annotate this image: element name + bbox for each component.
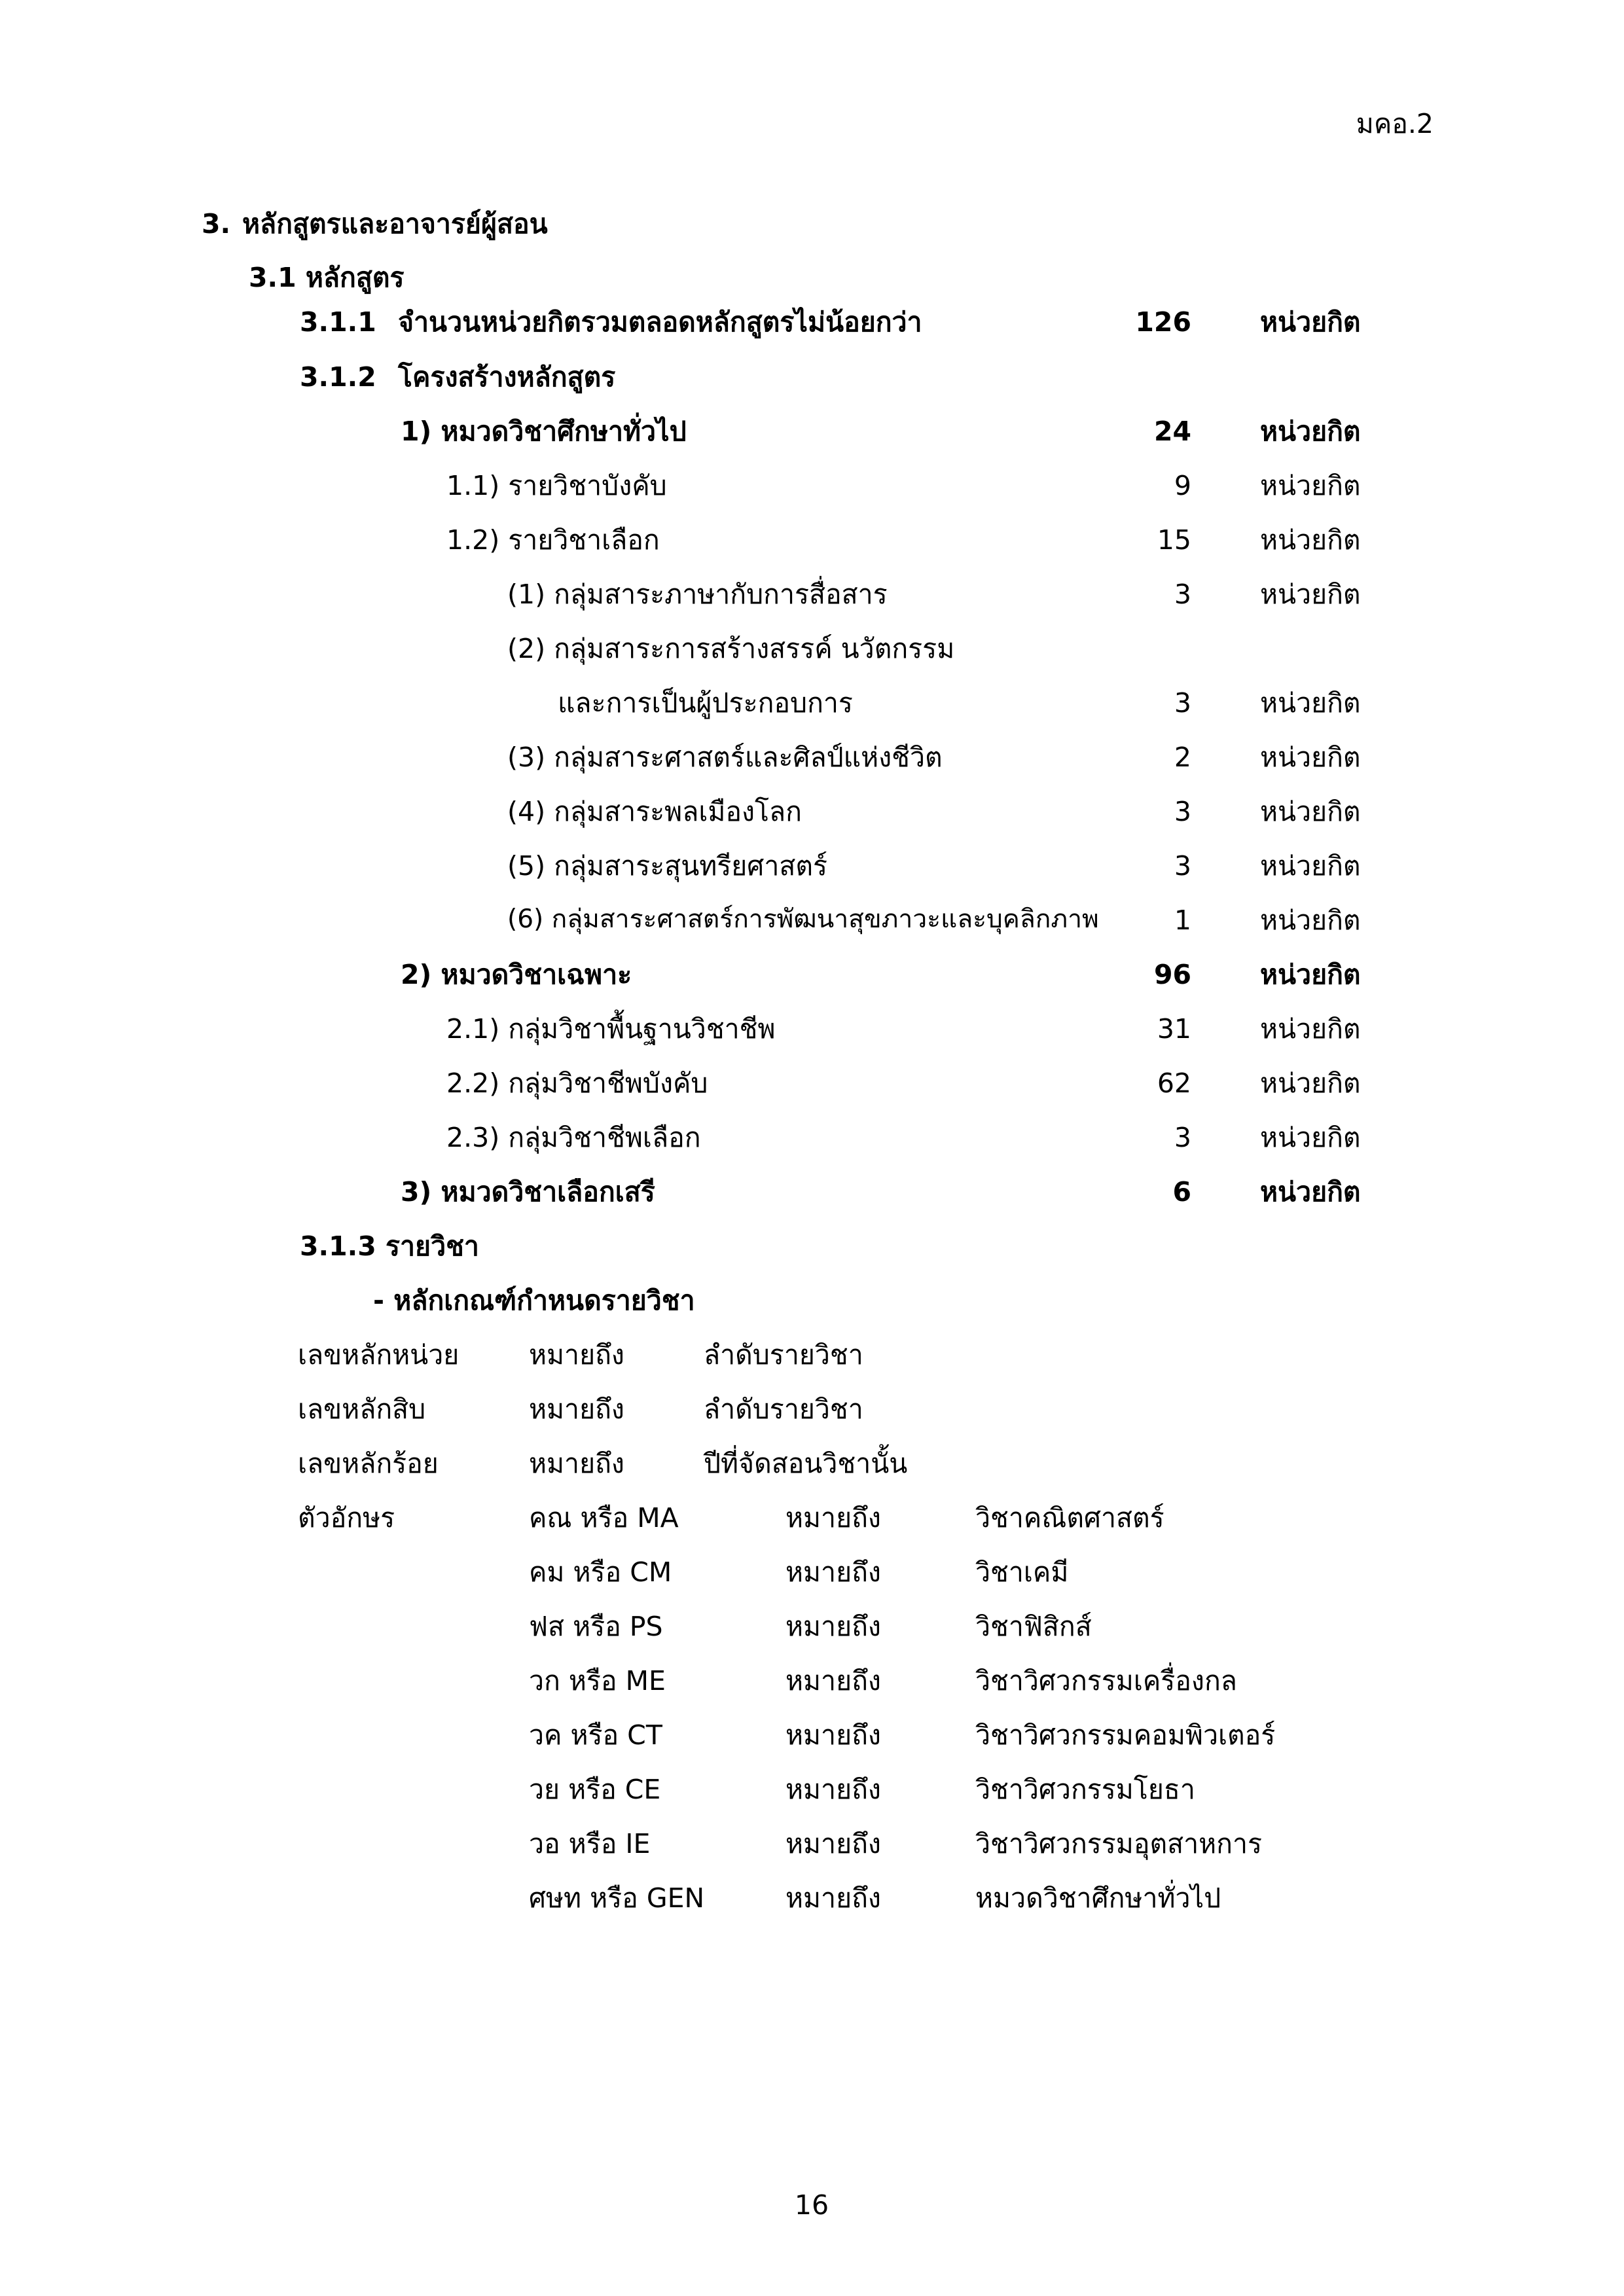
- subject-name: วิชาเคมี: [975, 1556, 1069, 1588]
- digit-name: เลขหลักหน่วย: [298, 1339, 460, 1371]
- structure-value: 2: [1174, 742, 1191, 773]
- structure-label: 1.2) รายวิชาเลือก: [446, 524, 660, 556]
- structure-unit: หน่วยกิต: [1260, 687, 1361, 719]
- structure-label: (6) กลุ่มสาระศาสตร์การพัฒนาสุขภาวะและบุคลิกภาพ: [507, 905, 1099, 934]
- item-312-label: โครงสร้างหลักสูตร: [398, 361, 616, 393]
- subject-name: วิชาวิศวกรรมเครื่องกล: [975, 1665, 1237, 1696]
- structure-unit: หน่วยกิต: [1260, 470, 1361, 501]
- section-title: หลักสูตรและอาจารย์ผู้สอน: [242, 208, 548, 240]
- subject-code: วค หรือ CT: [529, 1719, 662, 1751]
- structure-unit: หน่วยกิต: [1260, 524, 1361, 556]
- structure-label: 3) หมวดวิชาเลือกเสรี: [401, 1176, 655, 1208]
- structure-label: 2.1) กลุ่มวิชาพื้นฐานวิชาชีพ: [446, 1013, 776, 1045]
- structure-unit: หน่วยกิต: [1260, 850, 1361, 882]
- structure-value: 3: [1174, 687, 1191, 719]
- digit-name: เลขหลักร้อย: [298, 1448, 439, 1479]
- structure-value: 9: [1174, 470, 1191, 501]
- structure-value: 3: [1174, 796, 1191, 827]
- subject-code: คม หรือ CM: [529, 1556, 672, 1588]
- structure-value: 6: [1172, 1176, 1191, 1208]
- means-label: หมายถึง: [785, 1719, 881, 1751]
- item-311-unit: หน่วยกิต: [1260, 306, 1361, 338]
- structure-value: 62: [1157, 1067, 1191, 1099]
- means-label: หมายถึง: [785, 1556, 881, 1588]
- item-313-title: 3.1.3 รายวิชา: [300, 1230, 479, 1262]
- section-number: 3.: [202, 208, 231, 240]
- structure-label: 2.3) กลุ่มวิชาชีพเลือก: [446, 1122, 701, 1153]
- subject-name: หมวดวิชาศึกษาทั่วไป: [975, 1882, 1221, 1914]
- digit-meaning: ลำดับรายวิชา: [704, 1339, 863, 1371]
- structure-unit: หน่วยกิต: [1260, 905, 1361, 936]
- subject-code: ฟส หรือ PS: [529, 1611, 663, 1642]
- criteria-heading: - หลักเกณฑ์กำหนดรายวิชา: [373, 1285, 695, 1316]
- structure-unit: หน่วยกิต: [1260, 416, 1361, 447]
- subject-name: วิชาวิศวกรรมคอมพิวเตอร์: [975, 1719, 1276, 1751]
- means-label: หมายถึง: [529, 1393, 624, 1425]
- structure-unit: หน่วยกิต: [1260, 1122, 1361, 1153]
- structure-unit: หน่วยกิต: [1260, 1176, 1361, 1208]
- structure-label: (1) กลุ่มสาระภาษากับการสื่อสาร: [507, 579, 888, 610]
- structure-label: 2.2) กลุ่มวิชาชีพบังคับ: [446, 1067, 708, 1099]
- structure-value: 96: [1153, 959, 1191, 990]
- item-312-number: 3.1.2: [300, 361, 376, 393]
- subject-code: ศษท หรือ GEN: [529, 1882, 705, 1914]
- structure-label: (2) กลุ่มสาระการสร้างสรรค์ นวัตกรรม: [507, 633, 955, 664]
- structure-label: 1) หมวดวิชาศึกษาทั่วไป: [401, 416, 687, 447]
- means-label: หมายถึง: [785, 1611, 881, 1642]
- structure-value: 3: [1174, 1122, 1191, 1153]
- structure-value: 1: [1174, 905, 1191, 936]
- means-label: หมายถึง: [785, 1665, 881, 1696]
- subject-name: วิชาวิศวกรรมโยธา: [975, 1774, 1195, 1805]
- structure-unit: หน่วยกิต: [1260, 959, 1361, 990]
- structure-label: (5) กลุ่มสาระสุนทรียศาสตร์: [507, 850, 828, 882]
- subsection-title: 3.1 หลักสูตร: [249, 262, 405, 293]
- structure-unit: หน่วยกิต: [1260, 579, 1361, 610]
- structure-label: (4) กลุ่มสาระพลเมืองโลก: [507, 796, 802, 827]
- subject-code: วอ หรือ IE: [529, 1828, 651, 1859]
- means-label: หมายถึง: [785, 1774, 881, 1805]
- subject-name: วิชาวิศวกรรมอุตสาหการ: [975, 1828, 1263, 1859]
- subject-name: วิชาคณิตศาสตร์: [975, 1502, 1164, 1534]
- means-label: หมายถึง: [785, 1882, 881, 1914]
- item-311-label: จำนวนหน่วยกิตรวมตลอดหลักสูตรไม่น้อยกว่า: [398, 306, 922, 338]
- structure-value: 3: [1174, 579, 1191, 610]
- structure-unit: หน่วยกิต: [1260, 1067, 1361, 1099]
- structure-label: (3) กลุ่มสาระศาสตร์และศิลป์แห่งชีวิต: [507, 742, 943, 773]
- digit-name: เลขหลักสิบ: [298, 1393, 426, 1425]
- means-label: หมายถึง: [785, 1828, 881, 1859]
- means-label: หมายถึง: [785, 1502, 881, 1534]
- means-label: หมายถึง: [529, 1339, 624, 1371]
- subject-code: คณ หรือ MA: [529, 1502, 679, 1534]
- structure-label: 1.1) รายวิชาบังคับ: [446, 470, 667, 501]
- structure-unit: หน่วยกิต: [1260, 1013, 1361, 1045]
- structure-value: 15: [1157, 524, 1191, 556]
- letters-label: ตัวอักษร: [298, 1502, 395, 1534]
- digit-meaning: ปีที่จัดสอนวิชานั้น: [704, 1448, 908, 1479]
- subject-code: วก หรือ ME: [529, 1665, 666, 1696]
- structure-label: และการเป็นผู้ประกอบการ: [558, 687, 853, 719]
- subject-code: วย หรือ CE: [529, 1774, 661, 1805]
- structure-label: 2) หมวดวิชาเฉพาะ: [401, 959, 632, 990]
- subject-name: วิชาฟิสิกส์: [975, 1611, 1092, 1642]
- structure-value: 31: [1157, 1013, 1191, 1045]
- means-label: หมายถึง: [529, 1448, 624, 1479]
- structure-unit: หน่วยกิต: [1260, 742, 1361, 773]
- structure-value: 24: [1153, 416, 1191, 447]
- structure-unit: หน่วยกิต: [1260, 796, 1361, 827]
- item-311-number: 3.1.1: [300, 306, 376, 338]
- item-311-value: 126: [1135, 306, 1191, 338]
- document-code: มคอ.2: [1356, 108, 1434, 139]
- structure-value: 3: [1174, 850, 1191, 882]
- digit-meaning: ลำดับรายวิชา: [704, 1393, 863, 1425]
- page-number: 16: [794, 2189, 829, 2221]
